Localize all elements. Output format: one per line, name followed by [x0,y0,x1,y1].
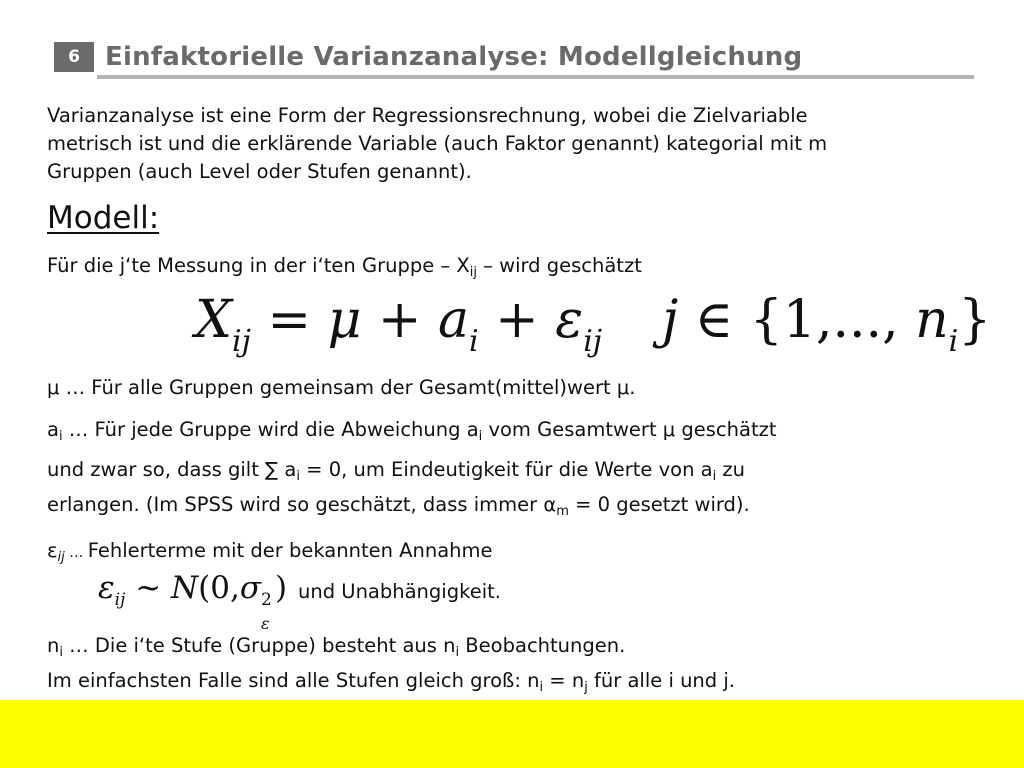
sum-constraint-text [47,456,750,526]
measurement-text-before: Für die j‘te Messung in der i‘ten Gruppe – X [47,254,470,277]
eq-a-sub: i [469,324,479,359]
sum-text-1: und zwar so, dass gilt ∑ a [47,458,297,481]
measurement-text-after: – wird geschätzt [476,254,642,277]
n-line2-sub-2: j [584,680,588,695]
a-description [47,416,777,451]
sum-line2-text-a: erlangen. (Im SPSS wird so geschätzt, dass immer α [47,493,557,516]
modell-heading: Modell: [47,200,160,236]
footer-yellow-band [0,700,1024,768]
sum-line2-sub: m [556,504,569,519]
n-line2-text-a: Im einfachsten Falle sind alle Stufen gleich groß: n [47,669,540,692]
model-equation [195,288,991,374]
n-sub-1: i [59,645,63,660]
n-text-n: n [47,634,60,657]
dist-eps-sub: ij [114,590,126,610]
group-size-text [47,632,735,702]
a-desc-text-1: … Für jede Gruppe wird die Abweichung a [62,418,479,441]
intro-line-2: metrisch ist und die erklärende Variable (auch Faktor genannt) kategorial mit m [47,132,828,155]
slide-title: Einfaktorielle Varianzanalyse: Modellgleichung [105,42,803,72]
eq-x-sub: ij [232,324,251,359]
n-line2-sub-1: i [539,680,544,695]
slide-number-badge: 6 [54,42,94,72]
eq-a: a [438,290,470,350]
eq-equals: = [250,290,328,350]
eq-j: j [662,290,679,350]
error-ellipsis: … [64,545,88,561]
sum-constraint-line-1 [47,456,750,491]
eq-element-of: ∈ [678,290,750,350]
sum-text-3: zu [716,458,745,481]
n-text-1: … Die i‘te Stufe (Gruppe) besteht aus n [62,634,456,657]
eq-set-close: } [958,290,992,350]
dist-sigma-sup: 2 [261,590,272,610]
group-size-line-1 [47,632,735,667]
eq-plus-1: + [361,290,439,350]
n-line2-text-b: = n [543,669,585,692]
error-distribution [98,566,288,633]
intro-paragraph [47,102,827,186]
eq-plus-2: + [478,290,556,350]
n-line2-text-c: für alle i und j. [587,669,735,692]
dist-tilde: ~ [125,570,172,606]
group-size-line-2 [47,667,735,702]
independence-text: und Unabhängigkeit. [298,580,501,603]
title-divider [97,75,974,79]
intro-line-1: Varianzanalyse ist eine Form der Regressionsrechnung, wobei die Zielvariable [47,104,808,127]
eq-n: n [915,290,949,350]
measurement-text [47,252,642,287]
eq-epsilon: ε [555,290,584,350]
dist-eps: ε [98,570,115,606]
sum-line2-text-b: = 0 gesetzt wird). [568,493,750,516]
dist-n: N [171,570,199,606]
sum-constraint-line-2 [47,491,750,526]
dist-open: (0, [198,570,240,606]
sum-sub-1: i [296,469,300,484]
error-eps-sub: ij [57,550,65,565]
measurement-sub: ij [469,265,477,280]
a-desc-sub-1: i [58,429,63,444]
mu-description: μ … Für alle Gruppen gemeinsam der Gesamt(mittel)wert μ. [47,376,636,399]
dist-close: ) [275,570,288,606]
error-text: Fehlerterme mit der bekannten Annahme [87,539,493,562]
intro-line-3: Gruppen (auch Level oder Stufen genannt). [47,160,472,183]
sum-text-2: = 0, um Eindeutigkeit für die Werte von a [299,458,713,481]
sum-sub-2: i [712,469,717,484]
eq-mu: μ [327,290,362,350]
n-sub-2: i [455,645,460,660]
eq-n-sub: i [948,324,959,359]
error-eps: ε [47,539,58,562]
dist-sigma-sub: ε [261,614,270,633]
a-desc-sub-2: i [478,429,483,444]
n-text-2: Beobachtungen. [459,634,626,657]
eq-epsilon-sub: ij [583,324,603,359]
dist-sigma: σ [239,570,262,606]
eq-x: X [195,290,233,350]
eq-set-open: {1,..., [749,290,916,350]
a-desc-text-2: vom Gesamtwert μ geschätzt [482,418,777,441]
a-desc-a: a [47,418,59,441]
